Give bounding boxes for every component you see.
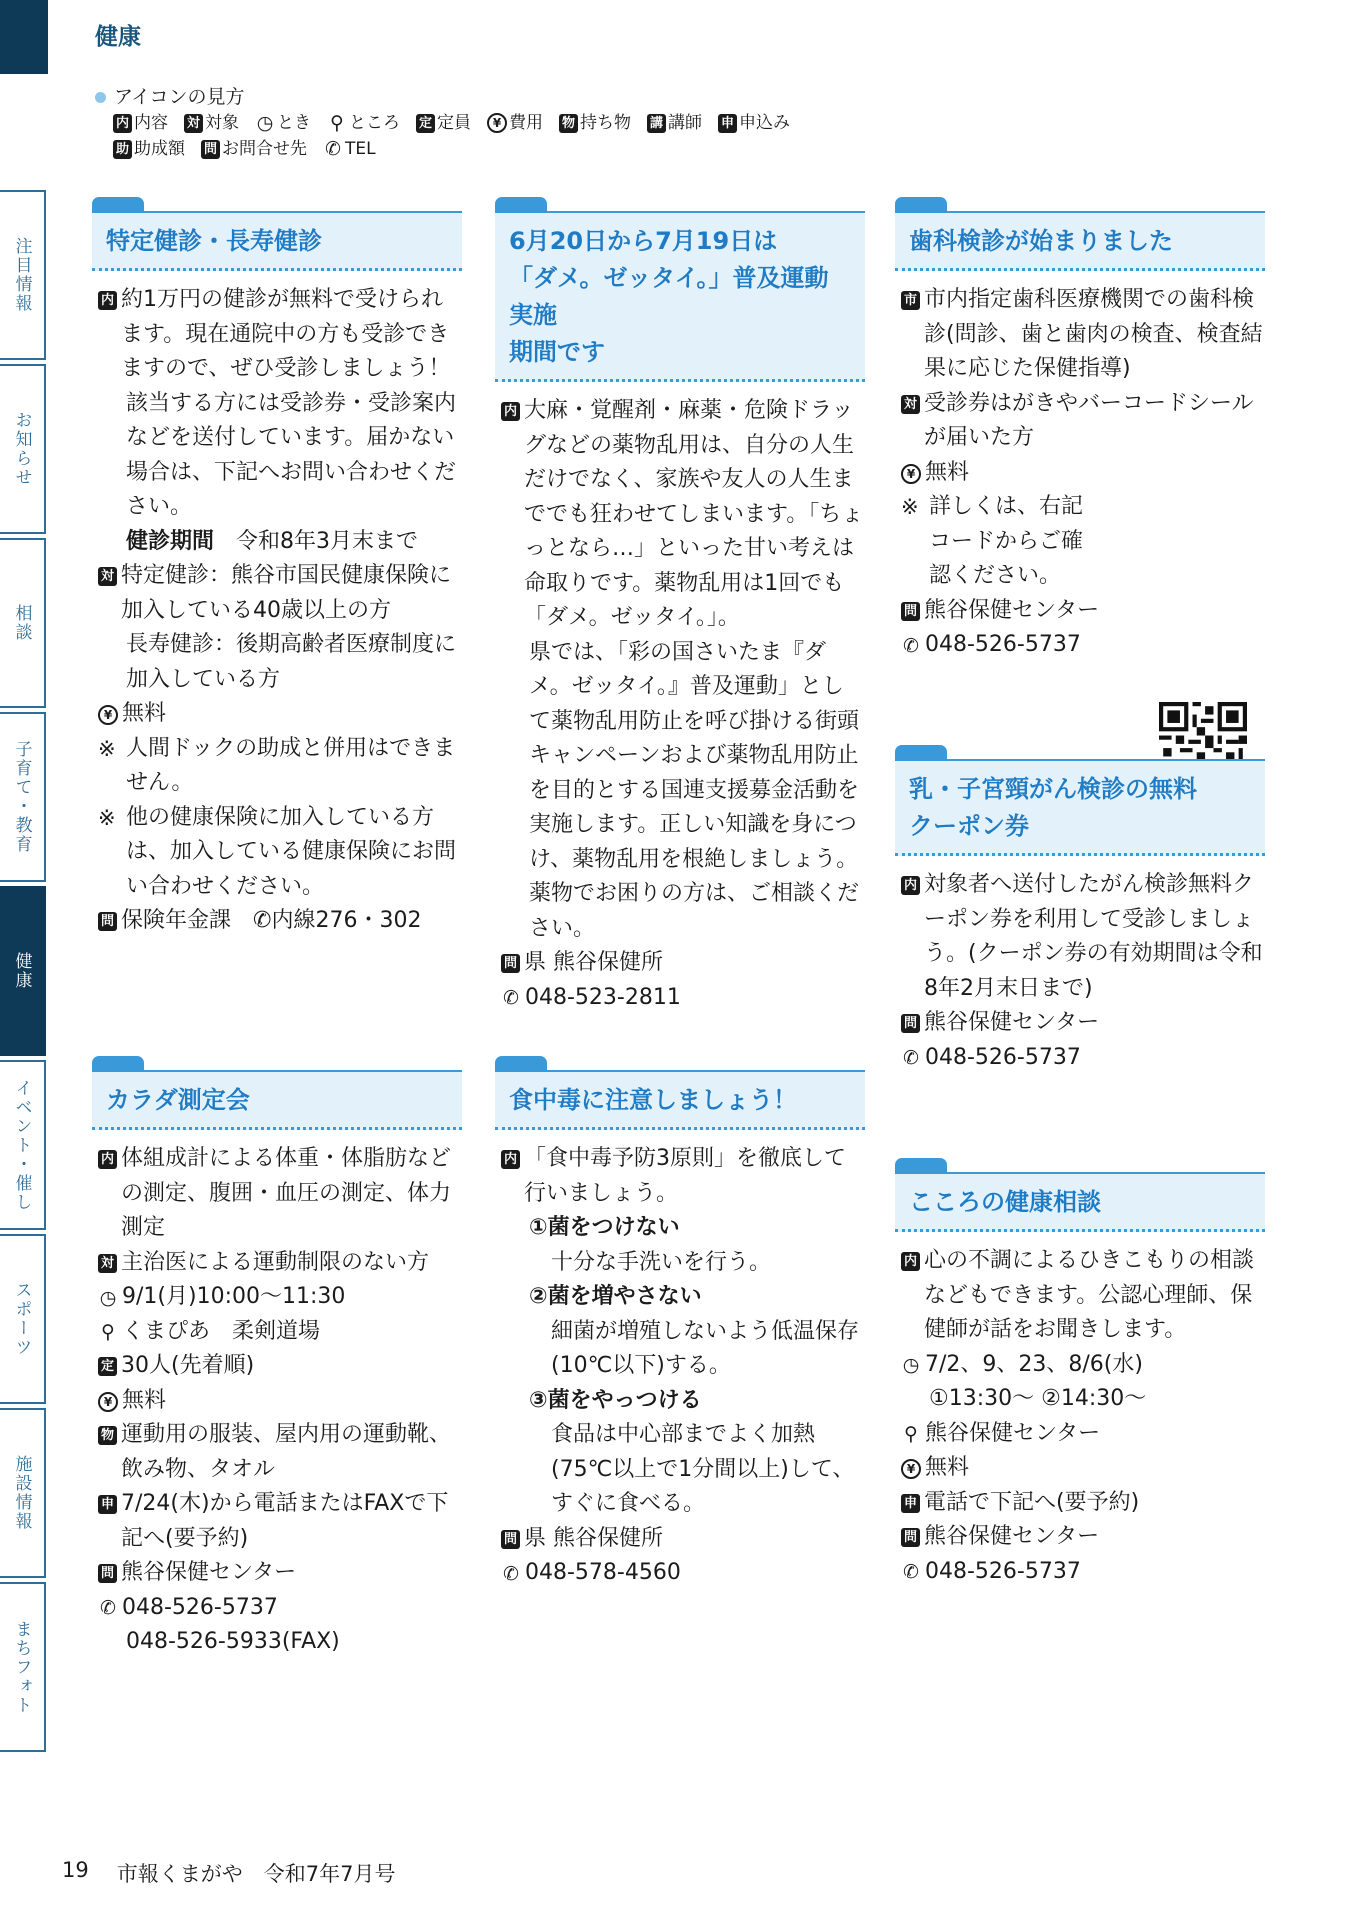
legend-item bbox=[487, 110, 543, 136]
side-tab-3[interactable]: 子育て・教育 bbox=[0, 712, 46, 882]
legend-label: 申込み bbox=[739, 113, 790, 133]
lecturer-icon: 講 bbox=[647, 114, 666, 133]
bullet-icon bbox=[95, 92, 106, 103]
content-icon: 内 bbox=[98, 1150, 117, 1169]
legend-label: TEL bbox=[345, 139, 376, 159]
page-title: 健康 bbox=[95, 24, 141, 50]
clock-icon: ◷ bbox=[99, 1286, 117, 1309]
phone-icon: ✆ bbox=[503, 1562, 519, 1585]
side-tab-8[interactable]: まちフォト bbox=[0, 1582, 46, 1752]
inquiry-icon: 問 bbox=[501, 954, 520, 973]
phone-icon: ✆ bbox=[100, 1597, 116, 1619]
legend-item bbox=[113, 136, 185, 162]
content-icon: 内 bbox=[501, 1150, 520, 1169]
legend-label: 費用 bbox=[509, 113, 543, 133]
section-title: 乳・子宮頸がん検診の無料 クーポン券 bbox=[909, 775, 1197, 840]
legend-label: お問合せ先 bbox=[222, 139, 307, 159]
section-specific-checkup: 特定健診・長寿健診 内 約1万円の健診が無料で受けられます。現在通院中の方も受診できますので、ぜひ受診しましょう！ 該当する方には受診券・受診案内などを送付しています。届かない場合は、下記へお問い合わせください。 健診期間 令和8年3月末まで 対 特定健診：熊谷市国民健康保険に加入している40歳以上の方 長寿健診：後期高齢者医療制度に加入している方 ¥ 無料 ※ 人間ドックの助成と併用はできません。 ※ 他の健康保険に加入している方は、加入している健康保険にお問い合わせください。 問 保険年金課 ✆内線276・302 bbox=[92, 197, 462, 939]
legend-item bbox=[113, 110, 168, 136]
legend-label: 助成額 bbox=[134, 139, 185, 159]
legend-item bbox=[559, 110, 631, 136]
clock-icon: ◷ bbox=[256, 111, 274, 134]
section-tab-decoration bbox=[895, 745, 947, 759]
subsidy-icon: 助 bbox=[113, 140, 132, 159]
phone-icon: ✆ bbox=[903, 1047, 919, 1069]
side-tab-7[interactable]: 施設情報 bbox=[0, 1408, 46, 1578]
legend-item bbox=[184, 110, 239, 136]
section-dental-checkup: 歯科検診が始まりました 市 市内指定歯科医療機関での歯科検診(問診、歯と歯肉の検査、検査結果に応じた保健指導) 対 受診券はがきやバーコードシールが届いた方 ¥ 無料 ※ 詳しくは、右記コードからご確認ください。 問 熊谷保健センター ✆ 048-526-5737 bbox=[895, 197, 1265, 677]
section-tab-decoration bbox=[92, 197, 144, 211]
section-body-measurement: カラダ測定会 内 体組成計による体重・体脂肪などの測定、腹囲・血圧の測定、体力測定 対 主治医による運動制限のない方 ◷ 9/1(月)10:00～11:30 ⚲ くまぴあ 柔剣道場 定 30人(先着順) ¥ 無料 物 運動用の服装、屋内用の運動靴、飲み物、タオル 申 7/24(木)から電話またはFAXで下記へ(要予約) 問 熊谷保健センター ✆ 048-526-5737 048-526-5933(FAX) bbox=[92, 1056, 462, 1660]
capacity-icon: 定 bbox=[98, 1357, 117, 1376]
section-tab-decoration bbox=[495, 197, 547, 211]
legend-item bbox=[647, 110, 702, 136]
icon-legend bbox=[95, 84, 790, 162]
header-corner-block bbox=[0, 0, 48, 74]
inquiry-icon: 問 bbox=[98, 912, 117, 931]
phone-icon: ✆ bbox=[253, 908, 272, 933]
legend-label: 講師 bbox=[668, 113, 702, 133]
side-tab-6[interactable]: スポーツ bbox=[0, 1234, 46, 1404]
capacity-icon: 定 bbox=[416, 114, 435, 133]
legend-item bbox=[416, 110, 471, 136]
section-mental-health: こころの健康相談 内 心の不調によるひきこもりの相談などもできます。公認心理師、保健師が話をお聞きします。 ◷ 7/2、9、23、8/6(水) ①13:30～ ②14:30～ ⚲ 熊谷保健センター ¥ 無料 申 電話で下記へ(要予約) 問 熊谷保健センター ✆ 048-526-5737 bbox=[895, 1158, 1265, 1589]
phone-icon: ✆ bbox=[903, 634, 919, 657]
legend-title: アイコンの見方 bbox=[114, 86, 245, 108]
section-tab-decoration bbox=[495, 1056, 547, 1070]
phone-icon: ✆ bbox=[325, 137, 341, 160]
inquiry-icon: 問 bbox=[901, 602, 920, 621]
issue-label: 令和7年7月号 bbox=[263, 1862, 396, 1886]
belongings-icon: 物 bbox=[559, 114, 578, 133]
legend-label: 内容 bbox=[134, 113, 168, 133]
legend-label: 定員 bbox=[437, 113, 471, 133]
inquiry-icon: 問 bbox=[98, 1564, 117, 1583]
yen-icon: ¥ bbox=[98, 705, 118, 725]
section-drug-abuse-campaign: 6月20日から7月19日は 「ダメ。ゼッタイ。」普及運動実施 期間です 内 大麻・覚醒剤・麻薬・危険ドラッグなどの薬物乱用は、自分の人生だけでなく、家族や友人の人生まででも狂わせてしまいます。「ちょっとなら…」といった甘い考えは命取りです。薬物乱用は1回でも「ダメ。ゼッタイ。」。 県では、「彩の国さいたま『ダメ。ゼッタイ。』普及運動」として薬物乱用防止を呼び掛ける街頭キャンペーンおよび薬物乱用防止を目的とする国連支援募金活動を実施します。正しい知識を身につけ、薬物乱用を根絶しましょう。 薬物でお困りの方は、ご相談ください。 問 県 熊谷保健所 ✆ 048-523-2811 bbox=[495, 197, 865, 1015]
phone-icon: ✆ bbox=[503, 987, 519, 1009]
legend-label: 対象 bbox=[205, 113, 239, 133]
section-title: こころの健康相談 bbox=[909, 1188, 1101, 1216]
yen-icon: ¥ bbox=[901, 1459, 921, 1479]
section-title: 歯科検診が始まりました bbox=[909, 227, 1173, 255]
legend-item bbox=[327, 110, 400, 136]
city-icon: 市 bbox=[901, 291, 920, 310]
yen-icon: ¥ bbox=[98, 1392, 118, 1412]
legend-item bbox=[718, 110, 790, 136]
yen-icon: ¥ bbox=[487, 113, 507, 133]
apply-icon: 申 bbox=[901, 1494, 920, 1513]
side-tab-1[interactable]: お知らせ bbox=[0, 364, 46, 534]
section-title: 特定健診・長寿健診 bbox=[106, 227, 322, 255]
inquiry-icon: 問 bbox=[901, 1014, 920, 1033]
target-icon: 対 bbox=[98, 1254, 117, 1273]
inquiry-icon: 問 bbox=[201, 140, 220, 159]
yen-icon: ¥ bbox=[901, 464, 921, 484]
location-icon: ⚲ bbox=[904, 1423, 918, 1445]
legend-label: ところ bbox=[349, 113, 400, 133]
page-footer bbox=[62, 1858, 395, 1888]
side-tab-nav bbox=[0, 190, 48, 1756]
inquiry-icon: 問 bbox=[501, 1530, 520, 1549]
belongings-icon: 物 bbox=[98, 1426, 117, 1445]
section-cancer-coupon: 乳・子宮頸がん検診の無料 クーポン券 内 対象者へ送付したがん検診無料クーポン券を利用して受診しましょう。(クーポン券の有効期間は令和8年2月末日まで) 問 熊谷保健センター ✆ 048-526-5737 bbox=[895, 745, 1265, 1075]
legend-item bbox=[255, 110, 311, 136]
legend-item bbox=[201, 136, 307, 162]
section-title: カラダ測定会 bbox=[106, 1086, 250, 1114]
section-food-poisoning: 食中毒に注意しましょう！ 内 「食中毒予防3原則」を徹底して行いましょう。 ①菌をつけない 十分な手洗いを行う。 ②菌を増やさない 細菌が増殖しないよう低温保存(10℃以下)する。 ③菌をやっつける 食品は中心部までよく加熱(75℃以上で1分間以上)して、すぐに食べる。 問 県 熊谷保健所 ✆ 048-578-4560 bbox=[495, 1056, 865, 1591]
side-tab-0[interactable]: 注目情報 bbox=[0, 190, 46, 360]
inquiry-icon: 問 bbox=[901, 1528, 920, 1547]
page-number: 19 bbox=[62, 1858, 89, 1882]
target-icon: 対 bbox=[98, 567, 117, 586]
side-tab-5[interactable]: イベント・催し bbox=[0, 1060, 46, 1230]
section-title: 食中毒に注意しましょう！ bbox=[509, 1086, 797, 1114]
content-icon: 内 bbox=[501, 402, 520, 421]
section-tab-decoration bbox=[895, 197, 947, 211]
side-tab-4[interactable]: 健康 bbox=[0, 886, 46, 1056]
content-icon: 内 bbox=[98, 291, 117, 310]
content-icon: 内 bbox=[901, 876, 920, 895]
clock-icon: ◷ bbox=[902, 1354, 920, 1376]
target-icon: 対 bbox=[184, 114, 203, 133]
apply-icon: 申 bbox=[98, 1495, 117, 1514]
legend-item bbox=[323, 136, 376, 162]
legend-label: 持ち物 bbox=[580, 113, 631, 133]
phone-icon: ✆ bbox=[903, 1561, 919, 1583]
content-icon: 内 bbox=[901, 1252, 920, 1271]
legend-label: とき bbox=[277, 113, 311, 133]
location-icon: ⚲ bbox=[101, 1321, 115, 1343]
publication-name: 市報くまがや bbox=[116, 1862, 243, 1886]
apply-icon: 申 bbox=[718, 114, 737, 133]
section-title: 6月20日から7月19日は 「ダメ。ゼッタイ。」普及運動実施 期間です bbox=[509, 227, 829, 366]
location-icon: ⚲ bbox=[330, 111, 344, 134]
content-icon: 内 bbox=[113, 114, 132, 133]
side-tab-2[interactable]: 相談 bbox=[0, 538, 46, 708]
target-icon: 対 bbox=[901, 395, 920, 414]
section-tab-decoration bbox=[92, 1056, 144, 1070]
section-tab-decoration bbox=[895, 1158, 947, 1172]
